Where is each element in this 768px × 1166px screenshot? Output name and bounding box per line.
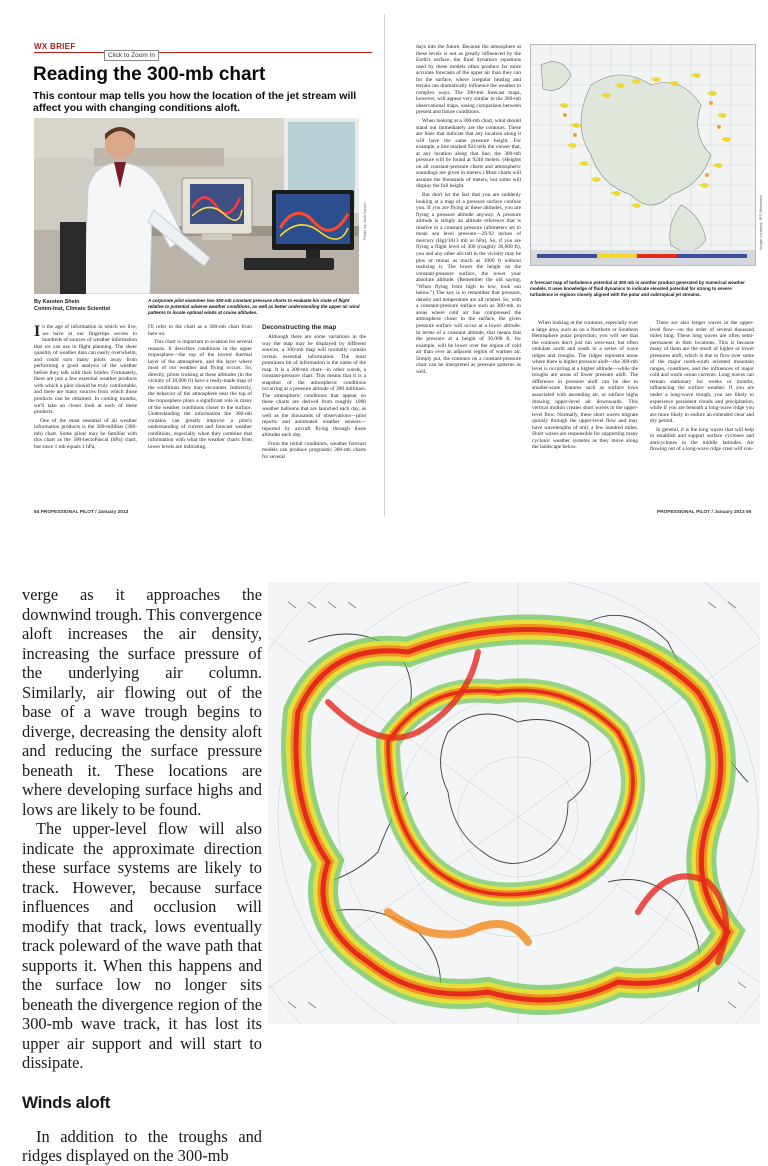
article-column-1 [34,324,137,452]
paragraph: verge as it approaches the downwind trough. This convergence aloft increases the air density, increasing the surface pressure of the underlying air column. Similarly, air flowing out of the base of a wave trough begins to diverge, decreasing the density aloft and reducing the surface pressure beneath it. These locations are where developing surface highs and lows are likely to be found. [22,585,262,819]
paragraph: The upper-level flow will also indicate the approximate direction these surface systems are likely to track. However, because surface influences and occlusion will modify that track, lows eventually track poleward of the wave path that supports it. When this happens and the surface low no longer sits beneath the divergence region of the 300-mb wave track, it has lost its upper air support and will start to dissipate. [22,819,262,1072]
drop-cap: I [34,323,41,340]
section-label: WX BRIEF [34,42,372,53]
pilot-photo-illustration [34,118,359,294]
zoomed-text [22,585,262,1166]
byline-role: Comm-Inst, Climate Scientist [34,306,111,312]
zoom-in-button[interactable]: Click to Zoom In [104,50,159,61]
byline [34,299,144,313]
paragraph: Although there are some variations in the way the map may be displayed by different sources, a 300-mb map will normally contain certain essential information. The most prominent bit of information is the name of the map. It is a 300-mb chart—in other words, a constant-pressure chart. This means that it is a snapshot of the atmospheric conditions occurring at a pressure altitude of 300 millibars. The atmospheric conditions that appear on these charts are derived from roughly 1000 weather balloons that are launched each day, as well as the thousands of observations—pilot reports and automated weather sensors—reported by aircraft flying through those altitudes each day. [262,334,366,439]
paragraph: When looking at a 300-mb chart, what should stand out immediately are the contours. These are lines that indicate that any location along it will have the same pressure height. For example, a line marked 924 tells the viewer that, at any location along that line, the 300-mb pressure will be found at 9240 meters. (Heights on all constant-pressure charts and atmospheric soundings are given in meters.) Most charts will assume the thousands of meters, but some will display the full height. [416,118,521,190]
section-heading: Winds aloft [22,1092,111,1112]
turbulence-map-small [530,44,756,266]
byline-name: By Karsten Shein [34,299,80,305]
article-column-2 [148,324,252,452]
paragraph: In general, it is the long waves that will help to establish and support surface cyclones and anticyclones in the middle latitudes. Air flowing out of a long-wave ridge crest will con- [650,426,754,453]
article-title: Reading the 300-mb chart [33,64,266,85]
paragraph: But don't let the fact that you are suddenly looking at a map of a pressure surface confuse you. If you are flying at these altitudes, you are flying a pressure altitude anyway. A pressure altitude is simply an altitude reference that is relative to a constant pressure (altimeters set to mean sea level pressure—29.92 inches of mercury (Hg)/1013 mb or hPa). So, if you are flying a flight level of 300 (roughly 30,000 ft), you and any other aircraft in the vicinity may be plus or minus as much as 1000 ft without realizing it. The lower the height on the constant-pressure surface, the lower your absolute altitude. (Remember the old saying, "When flying from high to low, look out below.") The key is to remember that pressure, density and temperature are all related. So, with a constant-pressure surface such as 300-mb, in areas where cold air has compressed the atmosphere closer to the surface, the given pressure surface will occur at a lower altitude. In terms of a constant altitude, that means that the pressure at a height of 30,000 ft, for example, will be lower over the region of cold air than over an adjacent region of warmer air. Simply put, the contours on a constant-pressure chart can be interpreted as pressure patterns as well. [416,192,521,375]
paragraph: I'll refer to the chart as a 300-mb chart from here on. [148,324,252,337]
jet-stream-map-large [268,582,760,1024]
section-heading: Deconstructing the map [262,324,337,331]
article-column-6 [650,320,754,455]
page-gutter [384,14,385,516]
photo-credit: Photo by Jack Dyson [362,202,367,240]
paragraph: From the initial conditions, weather forecast models can produce prognostic 300-mb charts for several [262,440,366,460]
article-deck: This contour map tells you how the location of the jet stream will affect you with changing conditions aloft. [33,90,357,114]
map-credit: Image courtesy: IPS Meteostar [758,195,763,250]
article-column-3 [262,324,366,462]
footer-left: 54 PROFESSIONAL PILOT / January 2013 [34,510,129,515]
paragraph: There are also longer waves in the upper-level flow—on the order of several thousand miles long. These long waves are often semi-permanent in their locations. This is because many of them are the result of higher or lower pressures aloft, which is due to flow over some of the major north-south oriented mountain ranges, coastlines, and the influences of major cold and warm ocean currents. Long waves can remain stationary for weeks or months, influencing the surface weather. If you are under a long-wave trough, you are likely to experience persistent clouds and precipitation, while if you are beneath a long-wave ridge you are more likely to endure an extended clear and dry period. [650,320,754,425]
map-caption: A forecast map of turbulence potential at 300 mb is another product generated by numerical weather models. It uses knowledge of fluid dynamics to indicate elevated potential for strong to severe turbulence in regions closely aligned with the polar and subtropical jet streams. [530,280,745,297]
paragraph: This chart is important to aviation for several reasons. It describes conditions in the upper troposphere—the top of the lowest thermal layer of the atmosphere, and the layer where most of our weather and flying occurs. So, directly, pilots cruising at these altitudes (in the vicinity of 30,000 ft) have a ready-made map of the conditions they may encounter. Indirectly, the behavior of the atmosphere near the top of the troposphere plays a significant role in many of the weather conditions closer to the surface. Understanding the information the 300-mb contains can greatly improve a pilot's understanding of current and forecast weather conditions, especially when they combine that information with what the weather charts from lower levels are indicating. [148,339,252,450]
paragraph: days into the future. Because the atmosphere at these levels is not as greatly influenced by the Earth's surface, the fluid dynamics equations used by these models often produce far more accurate forecasts of the upper air than they can for the surface, where irregular heating and terrain can dramatically influence the weather in complex ways. The 300-mb forecast maps, however, will appear very similar to the 300-mb observational maps, easing comparison between present and future conditions. [416,44,521,116]
photo-caption: A corporate pilot examines two 300-mb constant pressure charts to evaluate his route of flight relative to potential adverse weather conditions, as well as better understanding the upper air wind patterns to locate optimal winds at cruise altitudes. [148,298,360,315]
footer-right: PROFESSIONAL PILOT / January 2013 55 [657,510,752,515]
article-column-4 [416,44,521,377]
paragraph: n the age of information in which we live, we have at our fingertips access to hundreds of sources of weather information that we can use in flight planning. The sheer quantity of weather data can easily overwhelm, and could turn many pilots away from performing a good analysis of the weather before they talk with their briefer. Fortunately, there are just a few essential weather products with which a pilot should be truly comfortable, and there are many sources from which those products can be obtained. In coming months, we'll take an closer look at each of these products. [34,324,137,416]
article-column-5 [532,320,638,453]
jet-stream-map-graphic [268,582,760,1024]
paragraph: One of the most essential of all weather information products is the 300-millibar (300-mb) chart. Some pilots may be familiar with this chart as the 300-hectoPascal (hPa) chart, but since 1 mb equals 1 hPa, [34,417,137,450]
paragraph: When looking at the contours, especially over a large area, such as on a Northern or Southern Hemisphere polar projection, you will see that the contours don't just run west-east, but often undulate north and south in a series of wave ridges and troughs. The ridges represent areas where there is higher pressure aloft—the 300-mb level is occurring at a higher altitude—while the troughs are areas of lower pressure aloft. The difference in pressure aloft can be due to smaller-scale features such as surface lows associated with ascending air, or surface highs drawing upper-level air downwards. This vertical motion creates short waves in the upper-level flow. Normally, these short waves migrate quickly through the upper-level flow and may have wavelengths of only a few hundred miles. Short waves are responsible for supporting many cyclonic weather systems as they move along the landscape below. [532,320,638,451]
paragraph: In addition to the troughs and ridges displayed on the 300-mb [22,1126,262,1165]
turbulence-map-small-graphic [531,45,755,265]
pilot-photo [34,118,359,294]
